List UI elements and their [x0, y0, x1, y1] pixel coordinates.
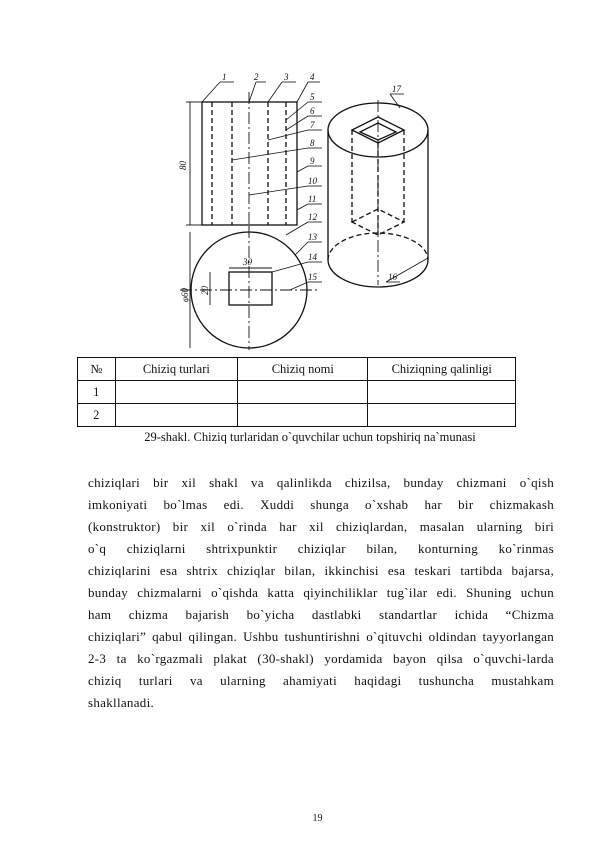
paragraph-line: imkoniyati bo`lmas edi. Xuddi shunga o`xshab har bir chizmakash	[88, 497, 554, 512]
paragraph-line: (konstruktor) bir xil o`rinda har xil chiziqlardan, masalan ularning biri	[88, 519, 554, 534]
paragraph-line: shakllanadi.	[88, 695, 155, 710]
callout-16: 16	[388, 272, 397, 282]
table-cell	[368, 404, 516, 427]
page-number: 19	[312, 813, 323, 824]
callout-17: 17	[392, 84, 401, 94]
technical-drawing-figure	[150, 60, 450, 350]
front-view-rect	[202, 102, 297, 225]
header-number: №	[78, 358, 116, 381]
paragraph-line: 2-3 ta ko`rgazmali plakat (30-shakl) yordamida bayon qilsa o`quvchi-larda	[88, 651, 554, 666]
dimension-diameter-60: φ60	[180, 288, 190, 302]
callout-4: 4	[310, 72, 315, 82]
callout-3: 3	[284, 72, 289, 82]
paragraph-line: o`q chiziqlarni shtrixpunktir chiziqlar bilan, konturning ko`rinmas	[88, 541, 554, 556]
dimension-80: 80	[178, 161, 188, 170]
header-line-name: Chiziq nomi	[238, 358, 368, 381]
table-row	[78, 404, 516, 427]
header-line-types: Chiziq turlari	[115, 358, 238, 381]
table-header-row	[78, 358, 516, 381]
dimension-30: 30	[243, 257, 252, 267]
paragraph-line: chiziqlari” qabul qilingan. Ushbu tushuntirishni o`qituvchi oldindan tayyorlangan	[88, 629, 554, 644]
table-cell	[115, 404, 238, 427]
table-cell	[238, 404, 368, 427]
callout-13: 13	[308, 232, 317, 242]
paragraph-line: chiziqlari bir xil shakl va qalinlikda chizilsa, bunday chizmani o`qish	[88, 475, 554, 490]
callout-14: 14	[308, 252, 317, 262]
callout-9: 9	[310, 156, 315, 166]
drawing-svg	[150, 60, 450, 350]
callout-10: 10	[308, 176, 317, 186]
line-types-table	[77, 357, 516, 427]
callout-2: 2	[254, 72, 259, 82]
paragraph-line: ham chizma bajarish bo`yicha dastlabki standartlar ichida “Chizma	[88, 607, 554, 622]
table-cell: 1	[78, 381, 116, 404]
callout-15: 15	[308, 272, 317, 282]
table-cell	[238, 381, 368, 404]
paragraph-line: chiziq turlari va ularning ahamiyati haqidagi tushuncha mustahkam	[88, 673, 554, 688]
callout-12: 12	[308, 212, 317, 222]
paragraph-line: chiziqlarini esa shtrix chiziqlar bilan, ikkinchisi esa teskari tartibda bajarsa,	[88, 563, 554, 578]
header-line-thickness: Chiziqning qalinligi	[368, 358, 516, 381]
callout-7: 7	[310, 120, 315, 130]
paragraph-line: bunday chizmalarni o`qishda katta qiyinchiliklar tug`ilar edi. Shuning uchun	[88, 585, 554, 600]
callout-6: 6	[310, 106, 315, 116]
body-paragraph	[88, 472, 554, 714]
table-cell: 2	[78, 404, 116, 427]
callout-11: 11	[308, 194, 317, 204]
callout-5: 5	[310, 92, 315, 102]
table-cell	[368, 381, 516, 404]
callout-8: 8	[310, 138, 315, 148]
dimension-20: 20	[200, 286, 210, 295]
callout-1: 1	[222, 72, 227, 82]
table-row	[78, 381, 516, 404]
table-cell	[115, 381, 238, 404]
figure-caption: 29-shakl. Chiziq turlaridan o`quvchilar uchun topshiriq na`munasi	[144, 430, 476, 444]
